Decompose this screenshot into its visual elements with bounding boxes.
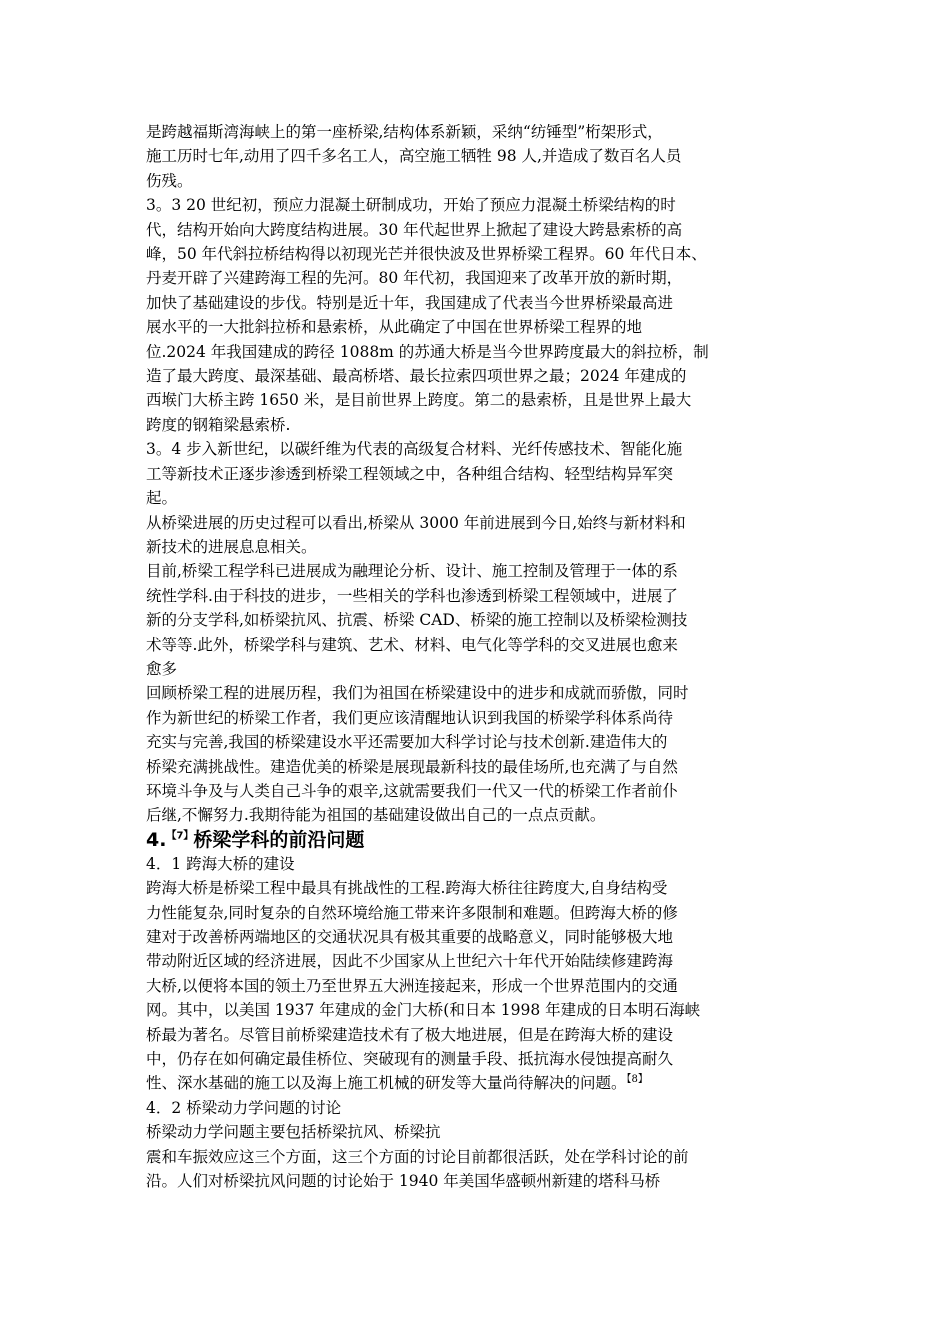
text-line: 位.2024 年我国建成的跨径 1088m 的苏通大桥是当今世界跨度最大的斜拉桥，制 bbox=[146, 342, 709, 361]
text-line: 3。3 20 世纪初，预应力混凝土研制成功，开始了预应力混凝土桥梁结构的时 bbox=[146, 196, 676, 215]
text-line: 建对于改善桥两端地区的交通状况具有极其重要的战略意义，同时能够极大地 bbox=[146, 928, 674, 946]
paragraph-review bbox=[146, 681, 808, 827]
text-line: 新技术的进展息息相关。 bbox=[146, 537, 317, 556]
text-line: 网。其中，以美国 1937 年建成的金门大桥(和日本 1998 年建成的日本明石海峡 bbox=[146, 1001, 701, 1020]
text-line: 造了最大跨度、最深基础、最高桥塔、最长拉索四项世界之最；2024 年建成的 bbox=[146, 367, 687, 386]
text-line: 大桥,以便将本国的领土乃至世界五大洲连接起来，形成一个世界范围内的交通 bbox=[146, 976, 678, 995]
text-line: 丹麦开辟了兴建跨海工程的先河。80 年代初，我国迎来了改革开放的新时期， bbox=[146, 269, 683, 288]
text-line: 力性能复杂,同时复杂的自然环境给施工带来许多限制和难题。但跨海大桥的修 bbox=[146, 903, 678, 922]
text-line: 作为新世纪的桥梁工作者，我们更应该清醒地认识到我国的桥梁学科体系尚待 bbox=[146, 708, 674, 727]
text-line: 西堠门大桥主跨 1650 米，是目前世界上跨度。第二的悬索桥，且是世界上最大 bbox=[146, 391, 692, 410]
paragraph-sea-bridges bbox=[146, 876, 808, 1096]
heading-title: 桥梁学科的前沿问题 bbox=[193, 828, 365, 851]
text-line: 工等新技术正逐步渗透到桥梁工程领域之中，各种组合结构、轻型结构异军突 bbox=[146, 464, 674, 483]
text-line: 桥梁充满挑战性。建造优美的桥梁是展现最新科技的最佳场所,也充满了与自然 bbox=[146, 757, 678, 776]
text-line: 伤残。 bbox=[146, 171, 193, 190]
text-line: 震和车振效应这三个方面，这三个方面的讨论目前都很活跃，处在学科讨论的前 bbox=[146, 1147, 689, 1166]
text-line: 充实与完善,我国的桥梁建设水平还需要加大科学讨论与技术创新.建造伟大的 bbox=[146, 733, 668, 752]
text-line: 从桥梁进展的历史过程可以看出,桥梁从 3000 年前进展到今日,始终与新材料和 bbox=[146, 513, 686, 532]
subheading-text: 4．2 桥梁动力学问题的讨论 bbox=[146, 1098, 342, 1117]
text-line: 新的分支学科,如桥梁抗风、抗震、桥梁 CAD、桥梁的施工控制以及桥梁检测技 bbox=[146, 611, 688, 630]
citation-8: 【8】 bbox=[626, 1074, 648, 1086]
text-line: 跨度的钢箱梁悬索桥. bbox=[146, 415, 291, 434]
paragraph-dynamics bbox=[146, 1120, 808, 1193]
text-line: 峰，50 年代斜拉桥结构得以初现光芒并很快波及世界桥梁工程界。60 年代日本、 bbox=[146, 245, 707, 264]
text-line bbox=[146, 1071, 808, 1095]
text-line: 施工历时七年,动用了四千多名工人，高空施工牺牲 98 人,并造成了数百名人员 bbox=[146, 147, 682, 166]
text-line: 3。4 步入新世纪，以碳纤维为代表的高级复合材料、光纤传感技术、智能化施 bbox=[146, 440, 683, 459]
text-line-content: 性、深水基础的施工以及海上施工机械的研发等大量尚待解决的问题。 bbox=[146, 1074, 627, 1093]
text-line: 是跨越福斯湾海峡上的第一座桥梁,结构体系新颖，采纳“纺锤型”桁架形式， bbox=[146, 123, 663, 141]
text-line: 目前,桥梁工程学科已进展成为融理论分析、设计、施工控制及管理于一体的系 bbox=[146, 562, 678, 581]
text-line: 桥最为著名。尽管目前桥梁建造技术有了极大地进展，但是在跨海大桥的建设 bbox=[146, 1025, 674, 1044]
paragraph-discipline bbox=[146, 559, 808, 681]
paragraph-section-3-3 bbox=[146, 193, 808, 437]
text-line: 桥梁动力学问题主要包括桥梁抗风、桥梁抗 bbox=[146, 1123, 441, 1142]
text-line: 统性学科.由于科技的进步，一些相关的学科也渗透到桥梁工程领域中，进展了 bbox=[146, 586, 678, 605]
text-line: 起。 bbox=[146, 489, 178, 508]
subheading-text: 4．1 跨海大桥的建设 bbox=[146, 854, 295, 873]
text-line: 沿。人们对桥梁抗风问题的讨论始于 1940 年美国华盛顿州新建的塔科马桥 bbox=[146, 1172, 661, 1191]
paragraph-history-summary bbox=[146, 511, 808, 560]
text-line: 术等等.此外，桥梁学科与建筑、艺术、材料、电气化等学科的交叉进展也愈来 bbox=[146, 635, 678, 654]
paragraph-forth-bridge bbox=[146, 120, 808, 193]
paragraph-section-3-4 bbox=[146, 437, 808, 510]
text-line: 环境斗争及与人类自己斗争的艰辛,这就需要我们一代又一代的桥梁工作者前仆 bbox=[146, 781, 678, 800]
text-line: 后继,不懈努力.我期待能为祖国的基础建设做出自己的一点点贡献。 bbox=[146, 806, 606, 825]
subheading-4-2 bbox=[146, 1096, 808, 1120]
heading-number: 4. bbox=[146, 828, 167, 851]
text-line: 回顾桥梁工程的进展历程，我们为祖国在桥梁建设中的进步和成就而骄傲，同时 bbox=[146, 684, 689, 703]
text-line: 带动附近区域的经济进展，因此不少国家从上世纪六十年代开始陆续修建跨海 bbox=[146, 952, 674, 971]
document-page bbox=[146, 120, 808, 1193]
text-line: 愈多 bbox=[146, 659, 178, 678]
heading-citation: 【7】 bbox=[166, 830, 194, 842]
text-line: 展水平的一大批斜拉桥和悬索桥，从此确定了中国在世界桥梁工程界的地 bbox=[146, 318, 643, 337]
text-line: 加快了基础建设的步伐。特别是近十年，我国建成了代表当今世界桥梁最高进 bbox=[146, 293, 674, 312]
subheading-4-1 bbox=[146, 852, 808, 876]
text-line: 跨海大桥是桥梁工程中最具有挑战性的工程.跨海大桥往往跨度大,自身结构受 bbox=[146, 879, 668, 898]
text-line: 中，仍存在如何确定最佳桥位、突破现有的测量手段、抵抗海水侵蚀提高耐久 bbox=[146, 1050, 674, 1069]
section-heading bbox=[146, 828, 808, 852]
text-line: 代，结构开始向大跨度结构进展。30 年代起世界上掀起了建设大跨悬索桥的高 bbox=[146, 220, 683, 239]
